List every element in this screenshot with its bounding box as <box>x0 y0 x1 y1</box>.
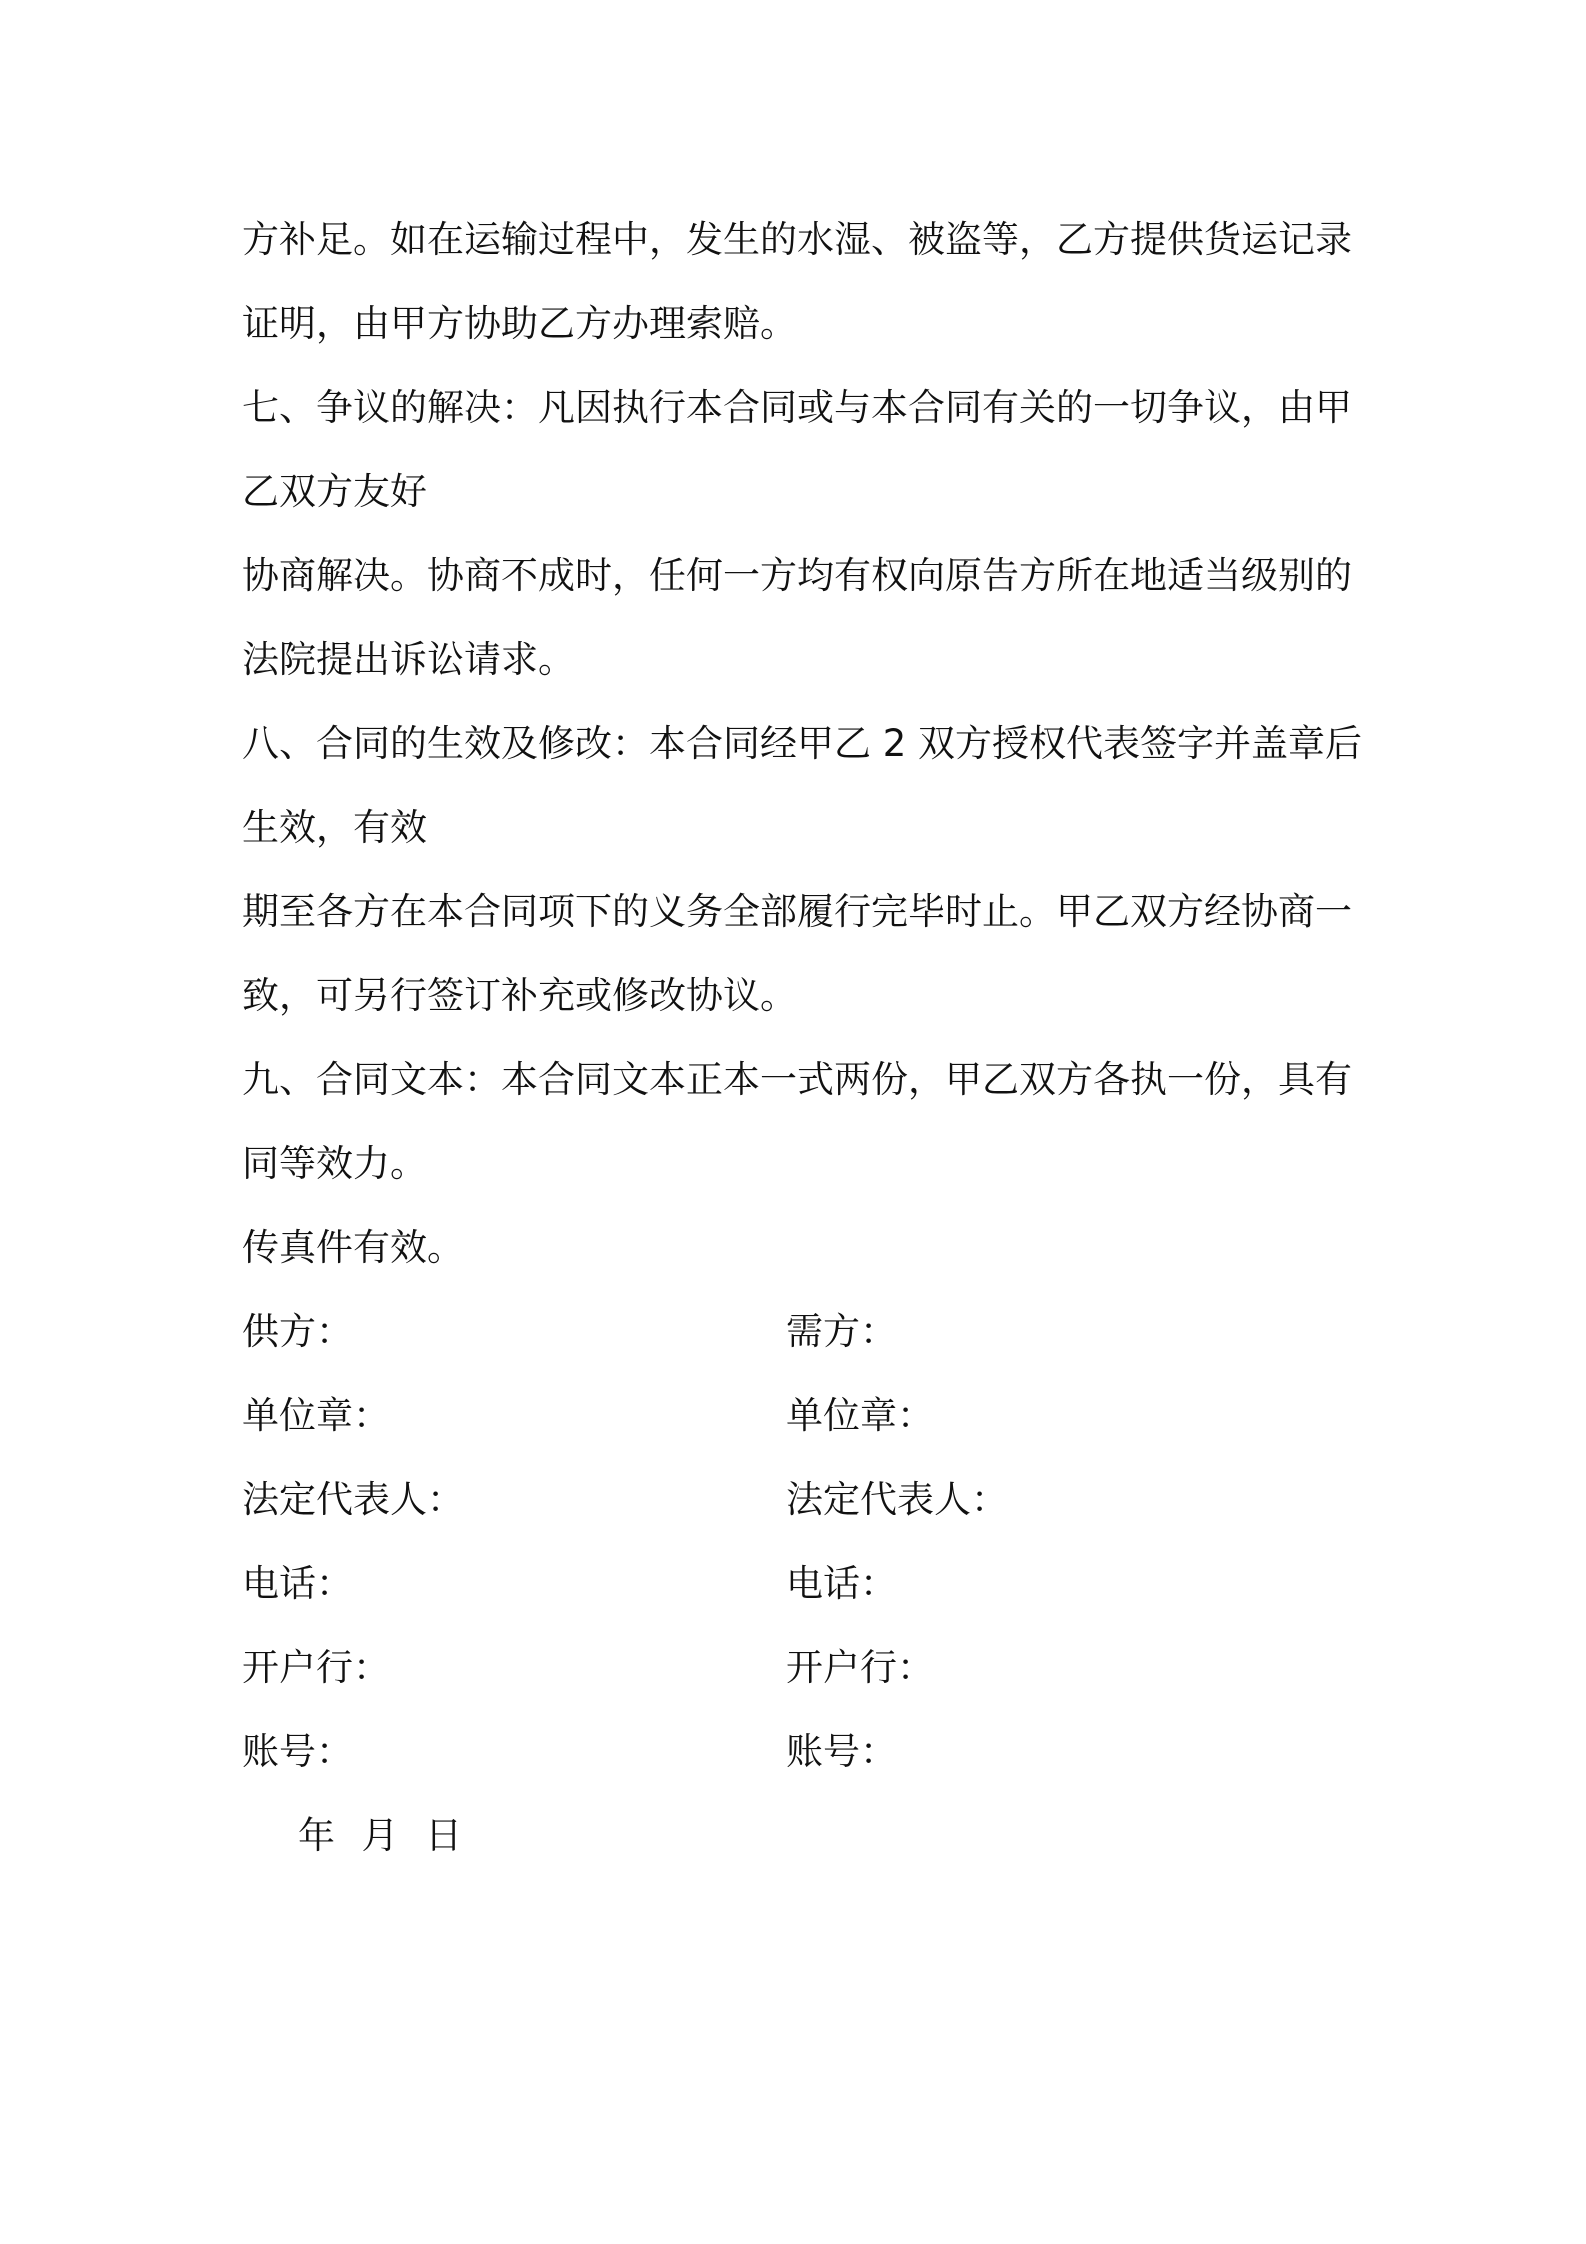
buyer-seal-label: 单位章： <box>786 1394 934 1437</box>
paragraph-line: 协商解决。协商不成时，任何一方均有权向原告方所在地适当级别的 <box>242 554 1352 597</box>
signature-row-party <box>242 1290 1362 1374</box>
buyer-phone-label: 电话： <box>786 1562 897 1605</box>
supplier-representative-label: 法定代表人： <box>242 1478 464 1521</box>
paragraph-line: 生效，有效 <box>242 806 427 849</box>
signature-row-bank <box>242 1626 1362 1710</box>
supplier-seal-label: 单位章： <box>242 1394 390 1437</box>
buyer-label: 需方： <box>786 1310 897 1353</box>
buyer-account-label: 账号： <box>786 1730 897 1773</box>
paragraph-line: 致，可另行签订补充或修改协议。 <box>242 974 797 1017</box>
signature-block <box>242 1290 1362 1794</box>
date-line: 年 月 日 <box>298 1814 470 1857</box>
paragraph-line: 乙双方友好 <box>242 470 427 513</box>
signature-row-account <box>242 1710 1362 1794</box>
buyer-bank-label: 开户行： <box>786 1646 934 1689</box>
paragraph-line: 法院提出诉讼请求。 <box>242 638 575 681</box>
contract-text <box>242 198 1362 1878</box>
paragraph-line: 证明，由甲方协助乙方办理索赔。 <box>242 302 797 345</box>
paragraph-line: 同等效力。 <box>242 1142 427 1185</box>
buyer-representative-label: 法定代表人： <box>786 1478 1008 1521</box>
supplier-bank-label: 开户行： <box>242 1646 390 1689</box>
clause-9-line: 九、合同文本：本合同文本正本一式两份，甲乙双方各执一份，具有 <box>242 1058 1352 1101</box>
clause-8-line: 八、合同的生效及修改：本合同经甲乙 2 双方授权代表签字并盖章后 <box>242 722 1363 765</box>
supplier-account-label: 账号： <box>242 1730 353 1773</box>
paragraph-line: 传真件有效。 <box>242 1226 464 1269</box>
supplier-label: 供方： <box>242 1310 353 1353</box>
paragraph-line: 方补足。如在运输过程中，发生的水湿、被盗等，乙方提供货运记录 <box>242 218 1352 261</box>
signature-row-seal <box>242 1374 1362 1458</box>
supplier-phone-label: 电话： <box>242 1562 353 1605</box>
signature-row-representative <box>242 1458 1362 1542</box>
paragraph-line: 期至各方在本合同项下的义务全部履行完毕时止。甲乙双方经协商一 <box>242 890 1352 933</box>
signature-row-phone <box>242 1542 1362 1626</box>
clause-7-line: 七、争议的解决：凡因执行本合同或与本合同有关的一切争议，由甲 <box>242 386 1352 429</box>
